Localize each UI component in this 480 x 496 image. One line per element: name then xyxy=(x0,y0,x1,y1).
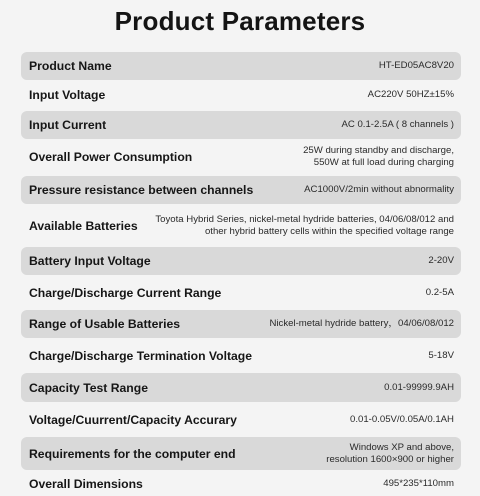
parameter-value-line: Toyota Hybrid Series, nickel-metal hydride batteries, 04/06/08/012 and xyxy=(155,214,454,225)
parameter-row xyxy=(21,310,461,338)
parameter-label: Voltage/Cuurrent/Capacity Accurary xyxy=(29,412,237,427)
parameter-label: Product Name xyxy=(29,59,112,73)
parameter-value-line: resolution 1600×900 or higher xyxy=(326,453,454,465)
parameter-row xyxy=(21,81,461,109)
parameter-value xyxy=(350,414,454,426)
parameter-label: Capacity Test Range xyxy=(29,380,148,395)
parameter-value-line: 2-20V xyxy=(428,255,454,267)
parameter-value-line: 0.01-0.05V/0.05A/0.1AH xyxy=(349,413,454,425)
parameter-value-line: Windows XP and above, xyxy=(349,442,454,453)
parameter-value xyxy=(428,255,454,267)
parameter-row xyxy=(21,176,461,204)
parameter-value-line: AC 0.1-2.5A ( 8 channels ) xyxy=(341,119,454,131)
parameter-value xyxy=(428,350,454,362)
parameter-value-line: HT-ED05AC8V20 xyxy=(378,60,454,72)
parameter-value xyxy=(326,442,454,465)
parameter-value xyxy=(269,318,454,330)
parameter-label: Input Voltage xyxy=(29,88,106,102)
parameter-value xyxy=(341,119,454,131)
parameter-value-line: 5-18V xyxy=(428,349,454,361)
parameter-value-line: AC220V 50HZ±15% xyxy=(367,89,454,101)
parameter-value xyxy=(384,382,454,394)
parameter-value xyxy=(368,89,454,101)
parameter-row xyxy=(21,140,461,173)
parameter-value-line: 0.2-5A xyxy=(425,287,454,299)
parameter-value xyxy=(379,60,454,72)
parameter-value-line: 495*235*110mm xyxy=(383,478,454,490)
parameter-label: Range of Usable Batteries xyxy=(29,317,181,331)
parameter-label: Overall Power Consumption xyxy=(29,149,193,164)
parameter-label: Charge/Discharge Current Range xyxy=(29,286,222,300)
parameter-label: Pressure resistance between channels xyxy=(29,183,254,197)
parameter-value-line: 0.01-99999.9AH xyxy=(384,381,454,393)
parameter-label: Overall Dimensions xyxy=(29,477,143,491)
parameter-label: Battery Input Voltage xyxy=(29,254,151,268)
parameter-row xyxy=(21,247,461,275)
parameter-row xyxy=(21,405,461,434)
parameter-value-line: other hybrid battery cells within the specified voltage range xyxy=(204,225,454,237)
parameter-value-line: 550W at full load during charging xyxy=(313,156,454,168)
parameter-row xyxy=(21,279,461,307)
parameter-row xyxy=(21,207,461,244)
parameter-value-line: Nickel-metal hydride battery，04/06/08/012 xyxy=(269,318,454,330)
parameter-label: Input Current xyxy=(29,118,107,132)
parameter-value xyxy=(155,214,454,237)
parameter-row xyxy=(21,341,461,370)
parameter-row xyxy=(21,52,461,80)
parameter-row xyxy=(21,373,461,402)
parameter-label: Available Batteries xyxy=(29,218,138,233)
parameter-label: Requirements for the computer end xyxy=(29,446,236,461)
parameter-value xyxy=(303,145,454,168)
page-title: Product Parameters xyxy=(114,6,366,36)
parameters-table xyxy=(21,52,461,496)
parameter-value-line: 25W during standby and discharge, xyxy=(303,145,454,156)
parameter-value xyxy=(426,287,454,299)
parameter-value xyxy=(304,184,454,196)
parameter-row xyxy=(21,437,461,470)
parameter-value-line: AC1000V/2min without abnormality xyxy=(304,184,454,196)
parameter-row xyxy=(21,111,461,139)
parameter-row xyxy=(21,472,461,496)
parameter-label: Charge/Discharge Termination Voltage xyxy=(29,348,253,363)
